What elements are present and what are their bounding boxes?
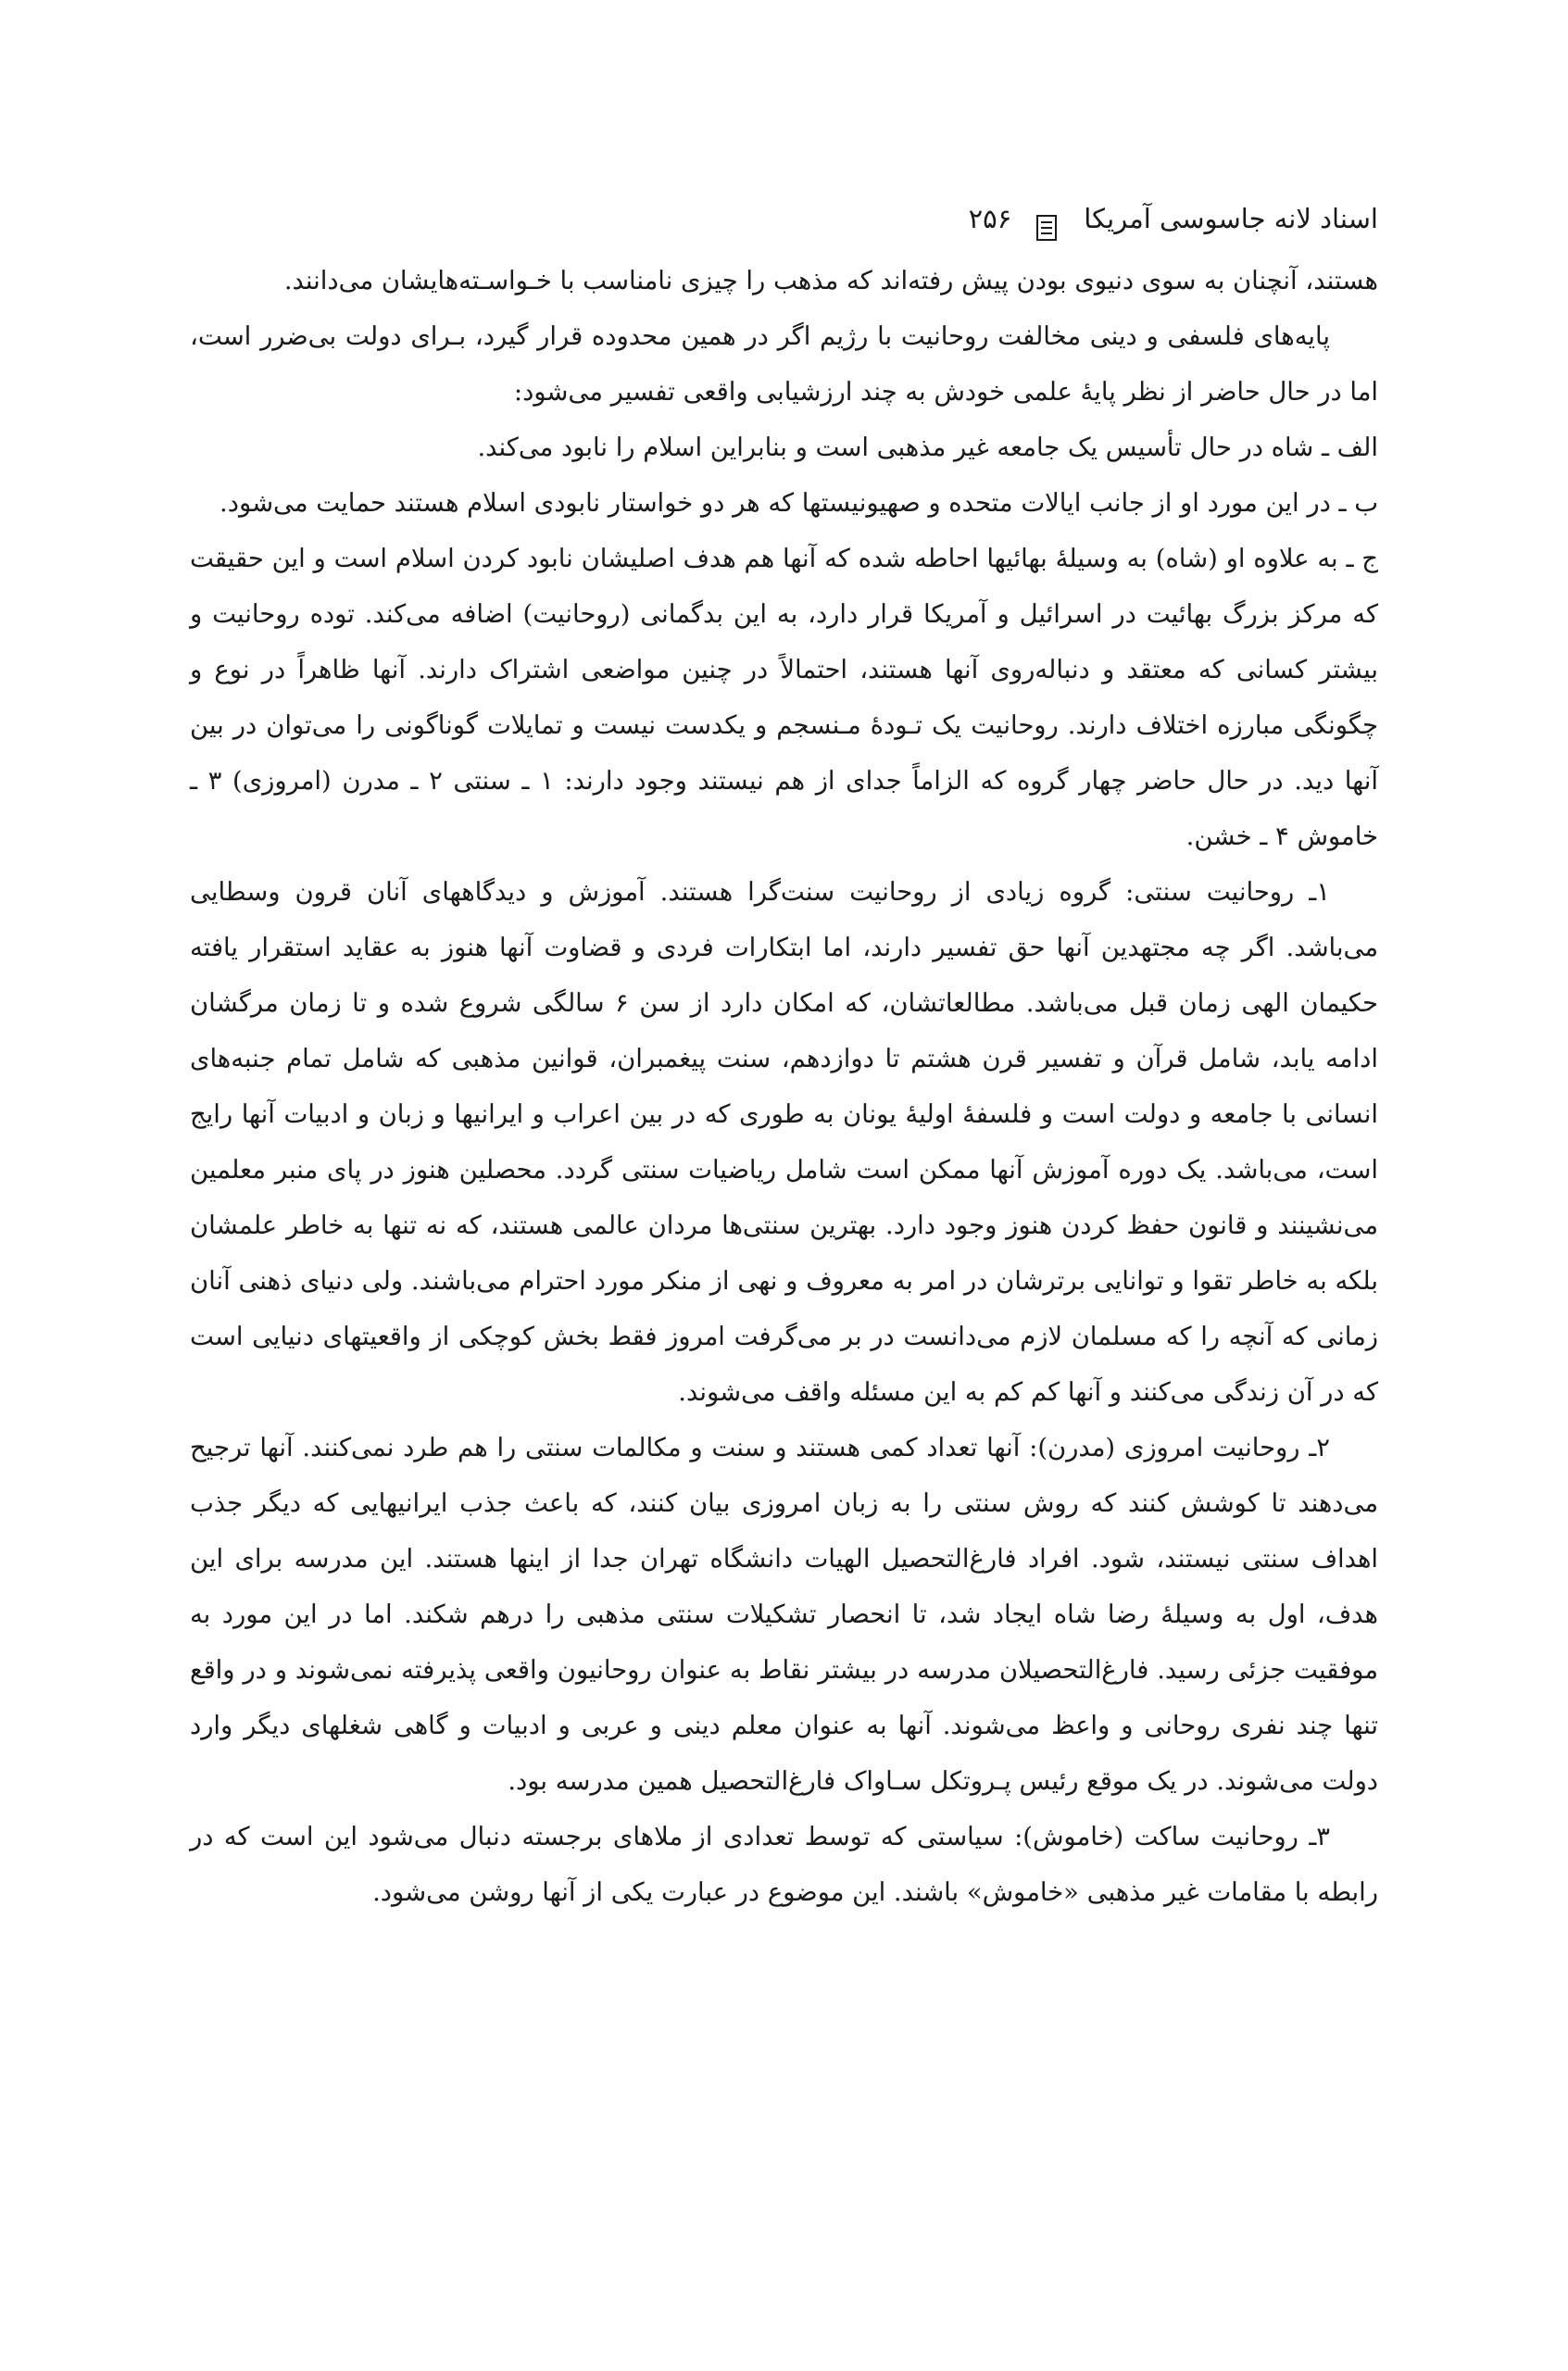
paragraph-silent-clergy: ۳ـ روحانیت ساکت (خاموش): سیاستی که توسط تعدادی از ملاهای برجسته دنبال می‌شود این است که در رابطه با مقامات غیر مذهبی «خاموش» باشند. این موضوع در عبارت یکی از آنها روشن می‌شود. [190,1823,1378,1907]
running-header [190,191,1378,246]
book-page-icon [1035,205,1058,232]
body-text [190,254,1378,1921]
list-item-alef: الف ـ شاه در حال تأسیس یک جامعه غیر مذهبی است و بنابراین اسلام را نابود می‌کند. [477,433,1378,462]
page-number: ۲۵۶ [968,203,1012,234]
paragraph: هستند، آنچنان به سوی دنیوی بودن پیش رفته‌اند که مذهب را چیزی نامناسب با خـواسـته‌هایشان می‌دانند. [283,267,1378,295]
list-item-jim: ج ـ به علاوه او (شاه) به وسیلهٔ بهائیها احاطه شده که آنها هم هدف اصلیشان نابود کردن اسلام است و این حقیقت که مرکز بزرگ بهائیت در اسرائیل و آمریکا قرار دارد، به این بدگمانی (روحانیت) اضافه می‌کند. توده روحانیت و بیشتر کسانی که معتقد و دنباله‌روی آنها هستند، احتمالاً در چنین مواضعی اشتراک دارند. آنها ظاهراً در نوع و چگونگی مبارزه اختلاف دارند. روحانیت یک تـودهٔ مـنسجم و یکدست نیست و تمایلات گوناگونی را می‌توان در بین آنها دید. در حال حاضر چهار گروه که الزاماً جدای از هم نیستند وجود دارند: ۱ ـ سنتی ۲ ـ مدرن (امروزی) ۳ ـ خاموش ۴ ـ خشن. [190,545,1378,851]
book-title: اسناد لانه جاسوسی آمریکا [1084,203,1378,234]
list-item-be: ب ـ در این مورد او از جانب ایالات متحده و صهیونیستها که هر دو خواستار نابودی اسلام هستند حمایت می‌شود. [220,489,1378,518]
paragraph-modern-clergy: ۲ـ روحانیت امروزی (مدرن): آنها تعداد کمی هستند و سنت و مکالمات سنتی را هم طرد نمی‌کنند. آنها ترجیح می‌دهند تا کوشش کنند که روش سنتی را به زبان امروزی بیان کنند، که باعث جذب ایرانیهایی که دیگر جذب اهداف سنتی نیستند، شود. افراد فارغ‌التحصیل الهیات دانشگاه تهران جدا از اینها هستند. این مدرسه برای این هدف، اول به وسیلهٔ رضا شاه ایجاد شد، تا انحصار تشکیلات سنتی مذهبی را درهم شکند. اما در این مورد به موفقیت جزئی رسید. فارغ‌التحصیلان مدرسه در بیشتر نقاط به عنوان روحانیون واقعی پذیرفته نمی‌شوند و در واقع تنها چند نفری روحانی و واعظ می‌شوند. آنها به عنوان معلم دینی و عربی و ادبیات و گاهی شغلهای دیگر وارد دولت می‌شوند. در یک موقع رئیس پـروتکل سـاواک فارغ‌التحصیل همین مدرسه بود. [190,1434,1378,1796]
paragraph-traditional-clergy: ۱ـ روحانیت سنتی: گروه زیادی از روحانیت سنت‌گرا هستند. آموزش و دیدگاههای آنان قرون وسطایی می‌باشد. اگر چه مجتهدین آنها حق تفسیر دارند، اما ابتکارات فردی و قضاوت آنها هنوز به عقاید استقرار یافته حکیمان الهی زمان قبل می‌باشد. مطالعاتشان، که امکان دارد از سن ۶ سالگی شروع شده و تا زمان مرگشان ادامه یابد، شامل قرآن و تفسیر قرن هشتم تا دوازدهم، سنت پیغمبران، قوانین مذهبی که شامل تمام جنبه‌های انسانی با جامعه و دولت است و فلسفهٔ اولیهٔ یونان به طوری که در بین اعراب و ایرانیها و زبان و ادبیات آنها رایج است، می‌باشد. یک دوره آموزش آنها ممکن است شامل ریاضیات سنتی گردد. محصلین هنوز در پای منبر معلمین می‌نشینند و قانون حفظ کردن هنوز وجود دارد. بهترین سنتی‌ها مردان عالمی هستند، که نه تنها به خاطر علمشان بلکه به خاطر تقوا و توانایی برترشان در امر به معروف و نهی از منکر مورد احترام می‌باشند. ولی دنیای ذهنی آنان زمانی که آنچه را که مسلمان لازم می‌دانست در بر می‌گرفت امروز فقط بخش کوچکی از واقعیتهای دنیایی است که در آن زندگی می‌کنند و آنها کم کم به این مسئله واقف می‌شوند. [190,878,1378,1407]
paragraph: پایه‌های فلسفی و دینی مخالفت روحانیت با رژیم اگر در همین محدوده قرار گیرد، بـرای دولت بی‌ضرر است، اما در حال حاضر از نظر پایهٔ علمی خودش به چند ارزشیابی واقعی تفسیر می‌شود: [190,322,1378,407]
